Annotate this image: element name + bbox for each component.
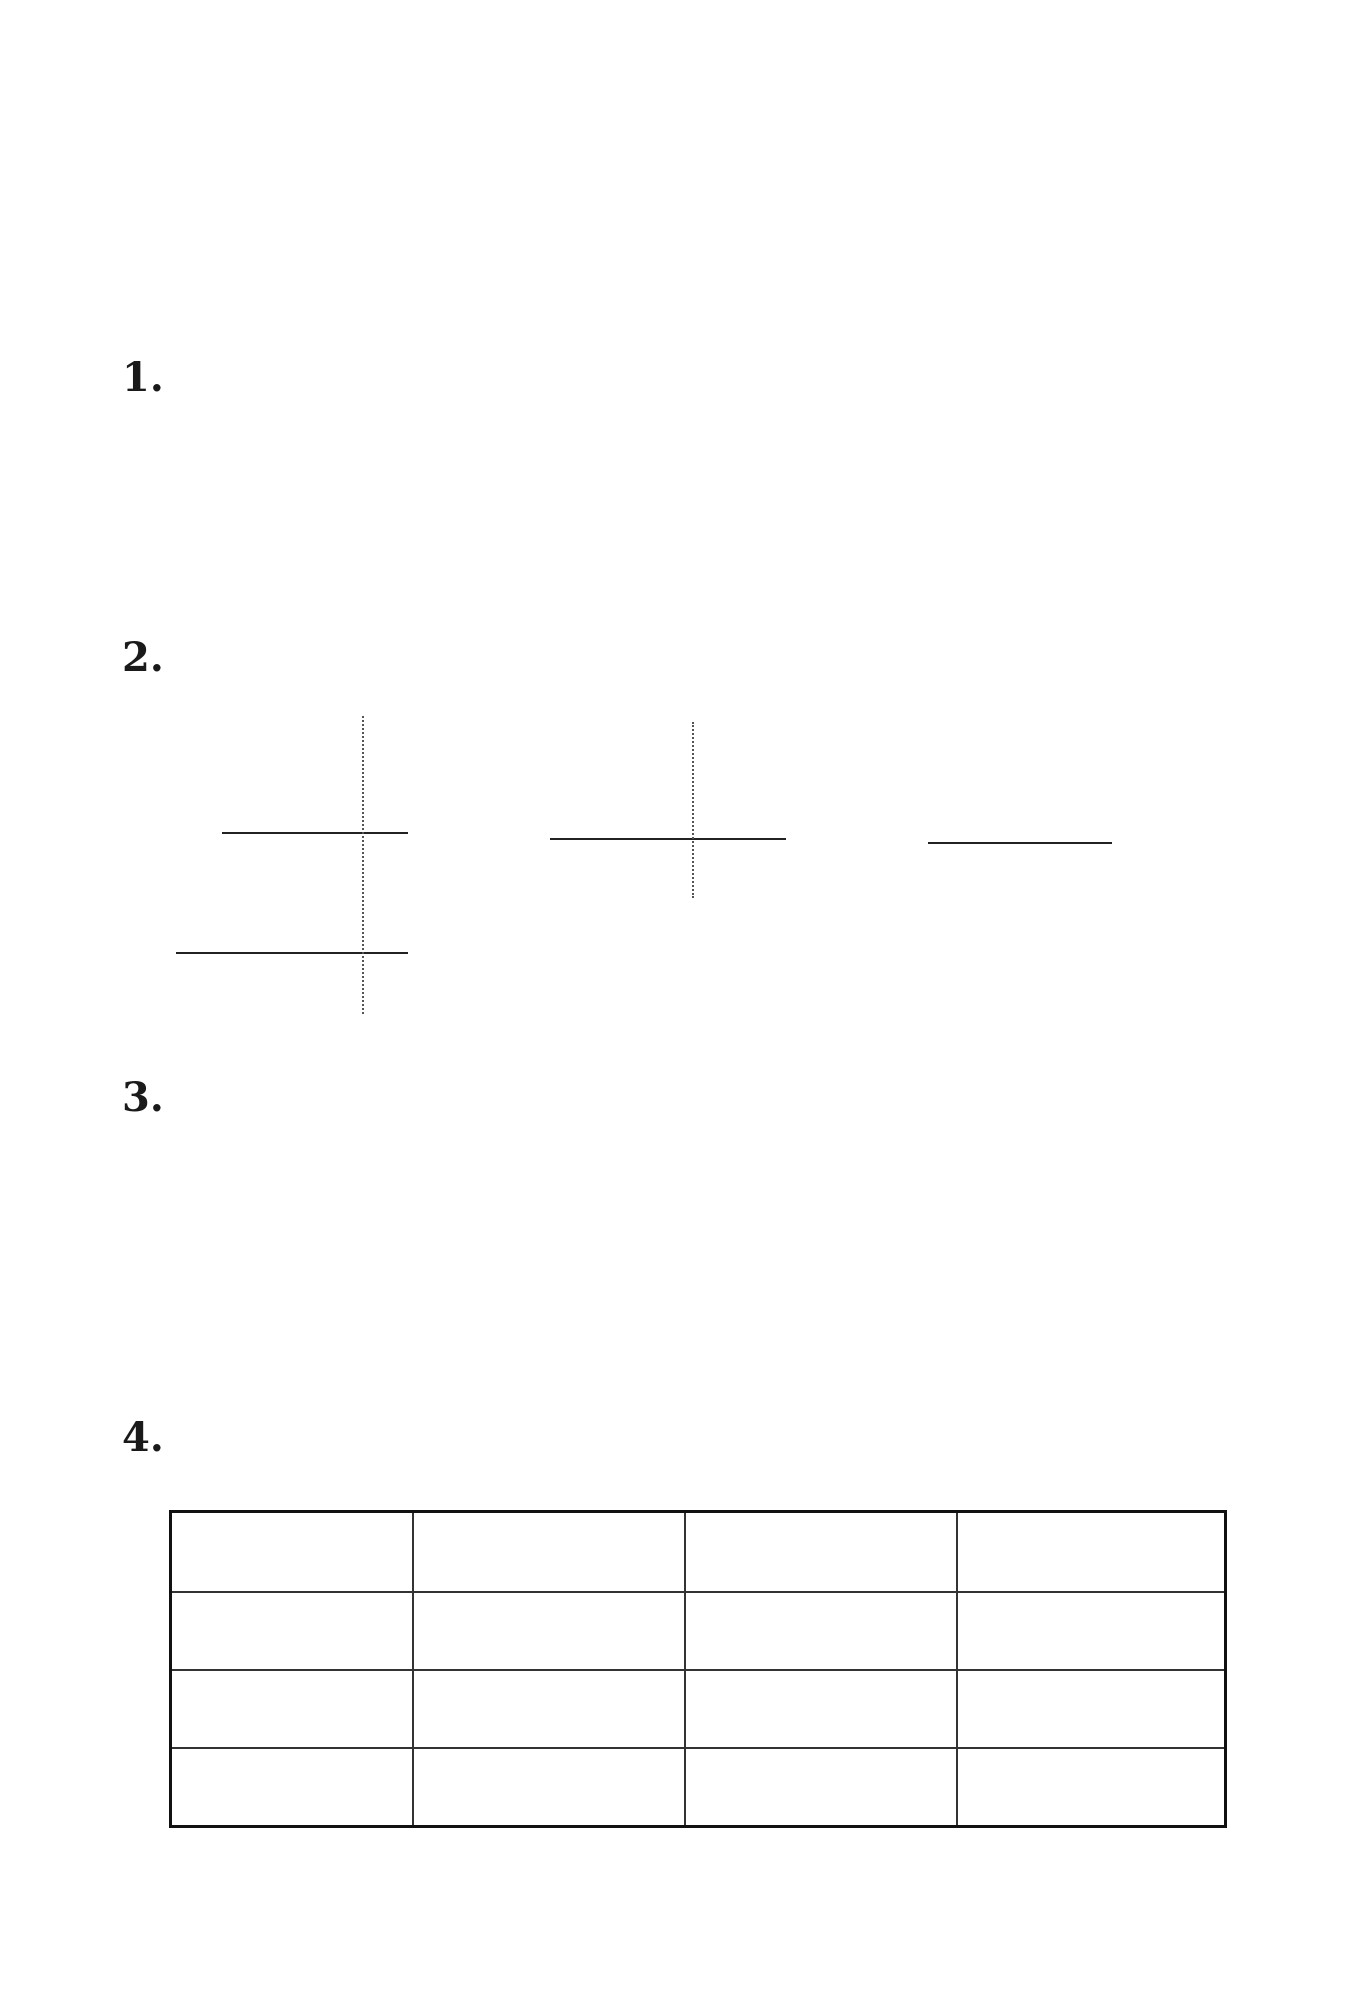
table-header-cell xyxy=(171,1512,413,1593)
table-cell-total-blank[interactable] xyxy=(957,1748,1225,1827)
vm2-rule-1 xyxy=(550,838,786,840)
table-cell-per-basket xyxy=(413,1748,685,1827)
vm1-zero-separator xyxy=(362,716,364,1014)
q1-number: 1. xyxy=(122,354,164,401)
table-cell-name xyxy=(171,1592,413,1670)
table-cell-baskets xyxy=(685,1592,957,1670)
q4-heading xyxy=(122,1414,178,1461)
q1-heading xyxy=(122,354,178,401)
table-header-cell xyxy=(413,1512,685,1593)
vm2-zero-separator xyxy=(692,722,694,898)
table-cell-baskets xyxy=(685,1670,957,1748)
table-cell-per-basket xyxy=(413,1592,685,1670)
vm1-rule-2 xyxy=(176,952,408,954)
table-cell-total-blank[interactable] xyxy=(957,1592,1225,1670)
vm3-rule-1 xyxy=(928,842,1112,844)
table-cell-total-blank[interactable] xyxy=(957,1670,1225,1748)
table-cell-per-basket xyxy=(413,1670,685,1748)
fill-in-table xyxy=(169,1510,1227,1828)
table-row xyxy=(171,1670,1226,1748)
q2-number: 2. xyxy=(122,634,164,681)
table-header-cell xyxy=(957,1512,1225,1593)
table-cell-baskets xyxy=(685,1748,957,1827)
table-cell-name xyxy=(171,1670,413,1748)
q2-heading xyxy=(122,634,178,681)
q4-number: 4. xyxy=(122,1414,164,1461)
table-cell-name xyxy=(171,1748,413,1827)
vm1-rule-1 xyxy=(222,832,408,834)
table-header-cell xyxy=(685,1512,957,1593)
table-row xyxy=(171,1592,1226,1670)
q3-heading xyxy=(122,1074,178,1121)
table-header-row xyxy=(171,1512,1226,1593)
q3-number: 3. xyxy=(122,1074,164,1121)
table-row xyxy=(171,1748,1226,1827)
